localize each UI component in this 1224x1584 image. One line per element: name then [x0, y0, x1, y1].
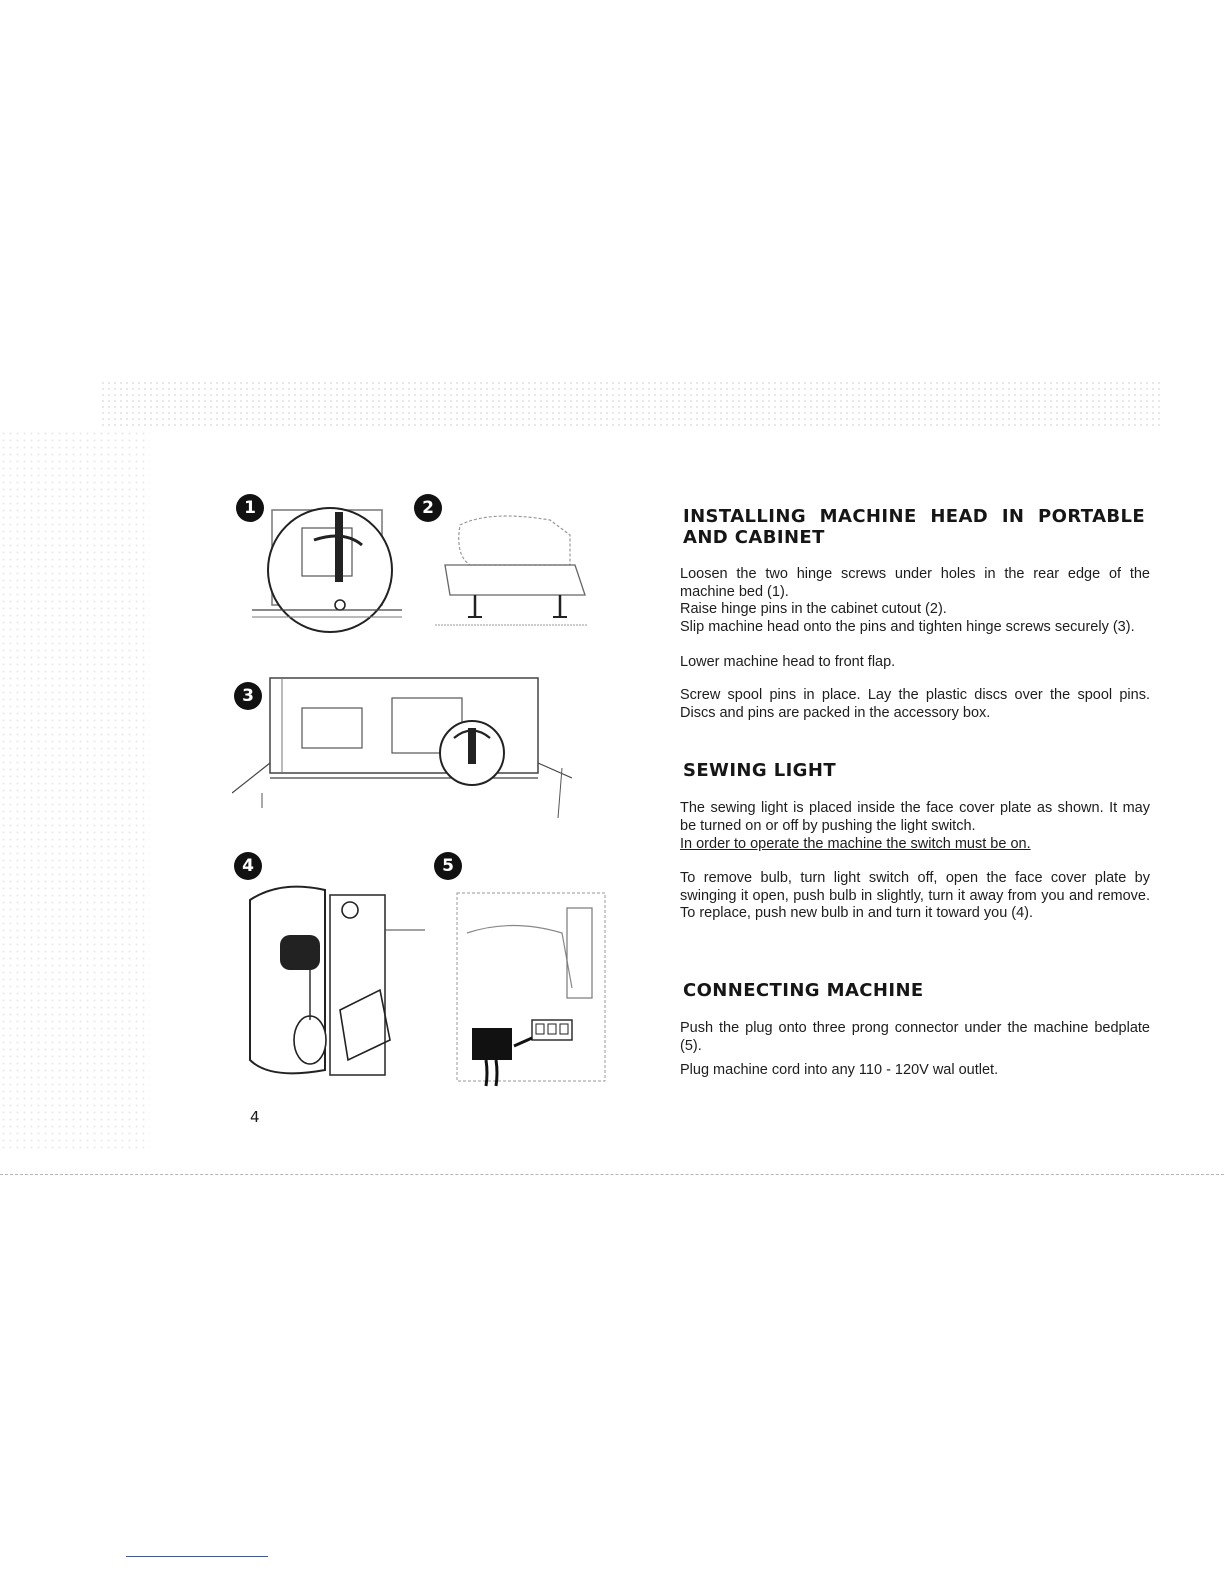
figure-5-plug-connector-illustration — [452, 888, 612, 1088]
figure-3-tighten-hinge-screws-illustration — [232, 668, 572, 828]
installing-step-1: Loosen the two hinge screws under holes in the rear edge of the machine bed (1). — [680, 566, 1150, 600]
scan-noise-top — [100, 380, 1160, 430]
installing-step-4: Lower machine head to front flap. — [680, 654, 896, 670]
installing-step-3: Slip machine head onto the pins and tighten hinge screws securely (3). — [680, 619, 1135, 635]
sewing-light-switch-note: In order to operate the machine the switch must be on. — [680, 836, 1031, 852]
installing-spool-pins: Screw spool pins in place. Lay the plastic discs over the spool pins. Discs and pins are packed in the accessory box. — [680, 687, 1150, 721]
footer-link-underline — [126, 1556, 268, 1557]
figure-4-badge: 4 — [234, 852, 262, 880]
page-bottom-rule — [0, 1174, 1224, 1175]
heading-connecting-machine: CONNECTING MACHINE — [683, 980, 924, 1001]
figure-1-hinge-screw-illustration — [252, 500, 402, 635]
figure-1-badge: 1 — [236, 494, 264, 522]
scan-noise-left — [0, 430, 150, 1150]
sewing-light-description: The sewing light is placed inside the face cover plate as shown. It may be turned on or off by pushing the light switch. — [680, 800, 1150, 834]
sewing-light-bulb-replacement: To remove bulb, turn light switch off, open the face cover plate by swinging it open, push bulb in slightly, turn it away from you and remove. To replace, push new bulb in and turn it toward you (4). — [680, 870, 1150, 921]
figure-2-badge: 2 — [414, 494, 442, 522]
figure-3-badge: 3 — [234, 682, 262, 710]
page-number: 4 — [250, 1108, 260, 1126]
heading-sewing-light: SEWING LIGHT — [683, 760, 837, 781]
heading-installing-line2: AND CABINET — [683, 527, 825, 548]
connecting-plug-instructions: Push the plug onto three prong connector under the machine bedplate (5). — [680, 1020, 1150, 1054]
heading-installing-machine-head — [683, 506, 1153, 548]
installing-step-2: Raise hinge pins in the cabinet cutout (2). — [680, 601, 947, 617]
connecting-outlet-instructions: Plug machine cord into any 110 - 120V wal outlet. — [680, 1062, 999, 1078]
figure-5-badge: 5 — [434, 852, 462, 880]
figure-2-hinge-pins-illustration — [430, 505, 590, 635]
figure-4-sewing-light-bulb-illustration — [240, 880, 430, 1085]
heading-installing-line1: INSTALLING MACHINE HEAD IN PORTABLE — [683, 506, 1146, 527]
